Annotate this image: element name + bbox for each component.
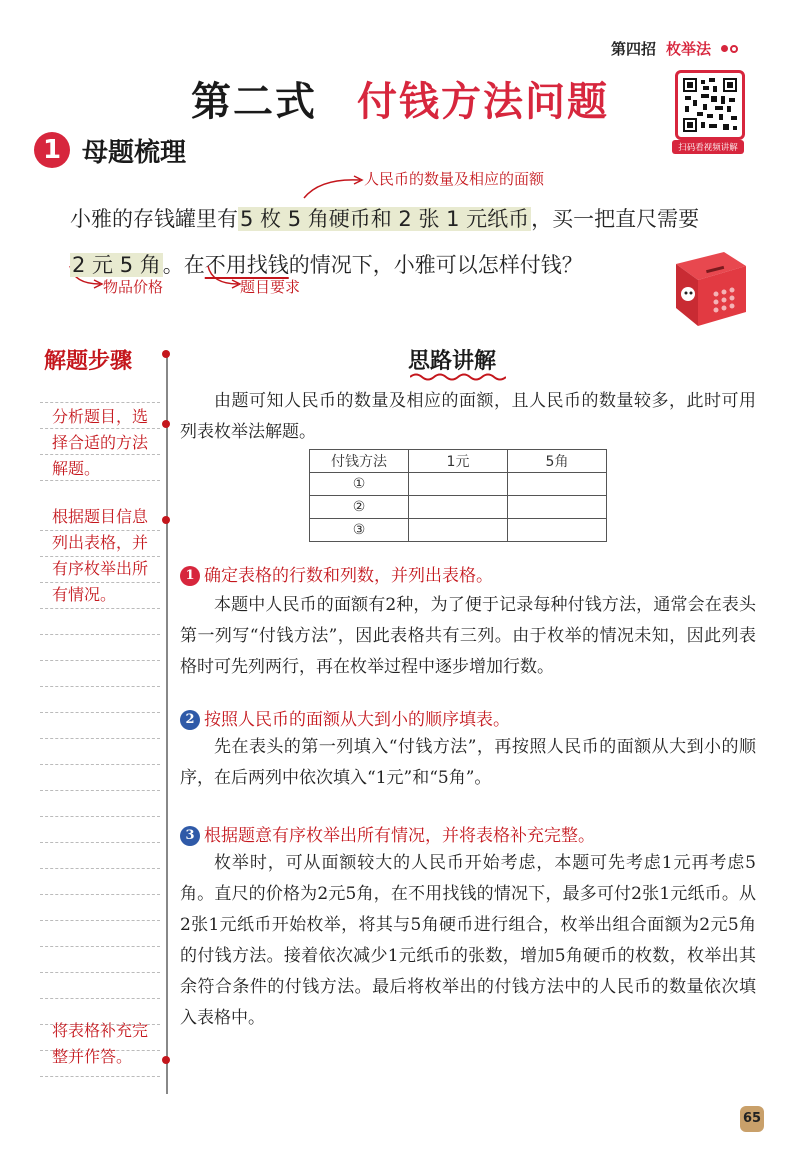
ruled-line	[40, 402, 160, 403]
problem-highlight-price: 2 元 5 角	[72, 253, 161, 277]
problem-highlight-money: 5 枚 5 角硬币和 2 张 1 元纸币	[240, 207, 530, 231]
step-2-heading-text: 按照人民币的面额从大到小的顺序填表。	[204, 710, 510, 730]
table-header-method: 付钱方法	[310, 450, 409, 473]
table-row	[310, 519, 607, 542]
ruled-line	[40, 946, 160, 947]
ruled-line	[40, 868, 160, 869]
sidebar-title: 解题步骤	[44, 349, 133, 374]
method-table	[309, 449, 607, 542]
title-main: 付钱方法问题	[357, 79, 609, 125]
annotation-right: 题目要求	[240, 278, 301, 296]
piggy-bank-icon	[668, 244, 752, 330]
chapter-label	[611, 38, 738, 59]
problem-underline-requirement: 不用找钱	[204, 253, 289, 277]
ruled-line	[40, 686, 160, 687]
bullet-dot-icon	[162, 420, 170, 428]
problem-text-3: 。在	[162, 253, 205, 277]
section-number-badge: 1	[34, 132, 70, 168]
table-row-label: ③	[310, 519, 409, 542]
qr-code-icon[interactable]	[675, 70, 745, 140]
table-header-5jiao: 5角	[508, 450, 607, 473]
ruled-line	[40, 816, 160, 817]
table-row-label: ①	[310, 473, 409, 496]
table-row-label: ②	[310, 496, 409, 519]
thinking-title: 思路讲解	[408, 349, 497, 374]
step-1-heading	[180, 562, 756, 590]
chapter-number: 第四招	[610, 40, 656, 58]
annotation-left: 物品价格	[103, 278, 164, 296]
section-title: 母题梳理	[82, 138, 187, 168]
step-1-body: 本题中人民币的面额有2种，为了便于记录每种付钱方法，通常会在表头第一列写“付钱方法”，因此表格共有三列。由于枚举的情况未知，因此列表格时可先列两行，再在枚举过程中逐步增加行数。	[180, 595, 756, 677]
problem-statement	[70, 196, 760, 288]
page-number: 65	[740, 1106, 764, 1132]
step-2-heading	[180, 706, 756, 734]
bullet-dot-icon	[162, 516, 170, 524]
sidebar-step-1: 分析题目，选择合适的方法解题。	[52, 407, 149, 478]
ruled-line	[40, 608, 160, 609]
problem-text-1: 小雅的存钱罐里有	[70, 207, 238, 231]
chapter-method: 枚举法	[665, 40, 711, 58]
ruled-line	[40, 998, 160, 999]
step-3-heading	[180, 822, 756, 850]
sidebar-step-2: 根据题目信息列出表格，并有序枚举出所有情况。	[52, 507, 149, 604]
ruled-line	[40, 660, 160, 661]
step-2-number-icon: 2	[180, 710, 200, 730]
bullet-dot-icon	[162, 350, 170, 358]
step-1-number-icon: 1	[180, 566, 200, 586]
table-header-1yuan: 1元	[409, 450, 508, 473]
ruled-line	[40, 972, 160, 973]
step-3-body: 枚举时，可从面额较大的人民币开始考虑，本题可先考虑1元再考虑5角。直尺的价格为2元5角，在不用找钱的情况下，最多可付2张1元纸币。从2张1元纸币开始枚举，将其与5角硬币进行组合，枚举出组合面额为2元5角的付钱方法。接着依次减少1元纸币的张数，增加5角硬币的枚数，枚举出其余符合条件的付钱方法。最后将枚举出的付钱方法中的人民币的数量依次填入表格中。	[180, 853, 756, 1028]
annotation-top: 人民币的数量及相应的面额	[364, 170, 545, 188]
wave-underline	[410, 372, 506, 382]
ruled-line	[40, 790, 160, 791]
thinking-intro: 由题可知人民币的数量及相应的面额，且人民币的数量较多，此时可用列表枚举法解题。	[180, 391, 756, 442]
ruled-line	[40, 1076, 160, 1077]
ruled-line	[40, 842, 160, 843]
title-prefix: 第二式	[191, 79, 317, 125]
divider-line	[166, 354, 168, 1094]
dots-icon	[721, 45, 738, 53]
step-3-heading-text: 根据题意有序枚举出所有情况，并将表格补充完整。	[204, 826, 595, 846]
bullet-dot-icon	[162, 1056, 170, 1064]
problem-text-2: ，买一把直尺需要	[531, 207, 700, 231]
qr-caption: 扫码看视频讲解	[672, 140, 744, 154]
table-row	[310, 473, 607, 496]
step-3-number-icon: 3	[180, 826, 200, 846]
ruled-line	[40, 920, 160, 921]
step-1-heading-text: 确定表格的行数和列数，并列出表格。	[204, 566, 493, 586]
ruled-line	[40, 738, 160, 739]
table-row	[310, 496, 607, 519]
sidebar-step-3: 将表格补充完整并作答。	[52, 1021, 149, 1066]
ruled-line	[40, 634, 160, 635]
step-2-body: 先在表头的第一列填入“付钱方法”，再按照人民币的面额从大到小的顺序，在后两列中依次填入“1元”和“5角”。	[180, 737, 756, 788]
ruled-line	[40, 894, 160, 895]
ruled-line	[40, 712, 160, 713]
problem-text-4: 的情况下，小雅可以怎样付钱？	[288, 253, 583, 277]
ruled-line	[40, 764, 160, 765]
